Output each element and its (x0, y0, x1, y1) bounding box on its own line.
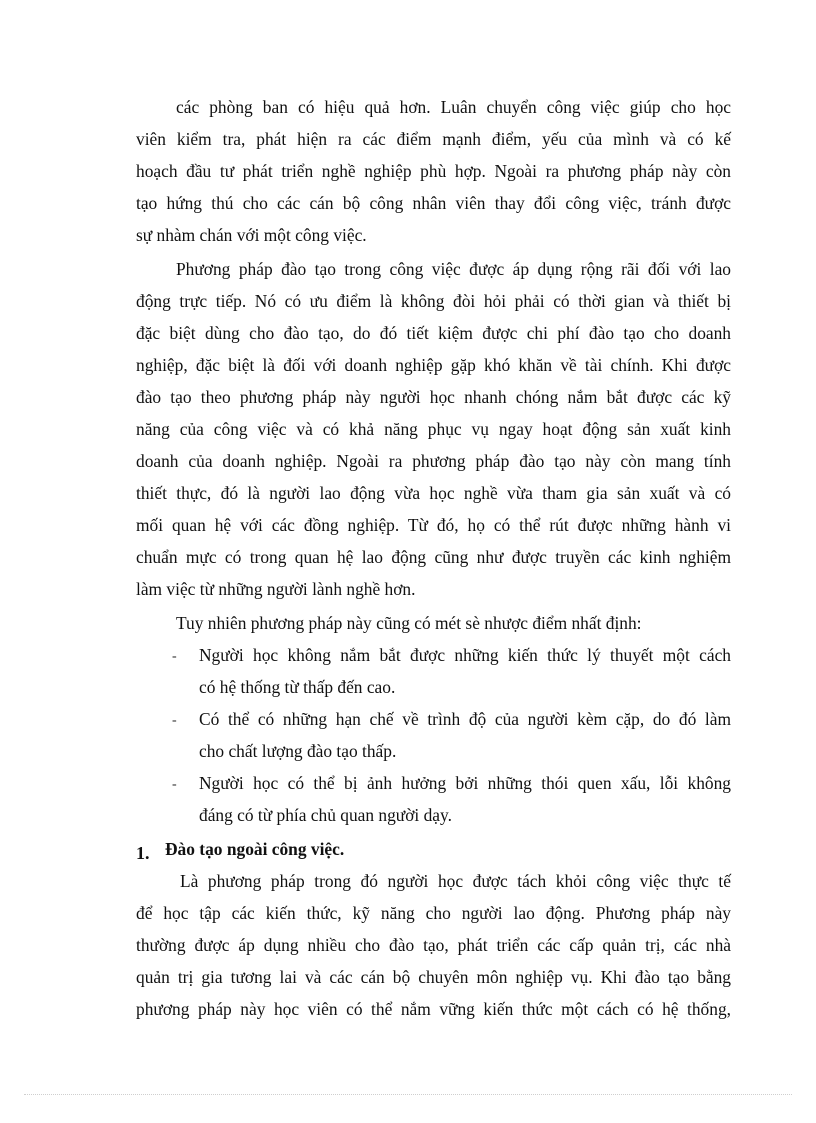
text-line: nghiệp, đặc biệt là đối với doanh nghiệp gặp khó khăn về tài chính. Khi được (136, 355, 731, 375)
text-line: Là phương pháp trong đó người học được tách khỏi công việc thực tế (180, 871, 731, 891)
text-line: Người học có thể bị ảnh hưởng bởi những thói quen xấu, lỗi không (199, 773, 731, 793)
page-bottom-divider (24, 1094, 792, 1095)
text-line: làm việc từ những người lành nghề hơn. (136, 579, 416, 599)
text-line: năng của công việc và có khả năng phục vụ ngay hoạt động sản xuất kinh (136, 419, 731, 439)
text-line: Có thể có những hạn chế về trình độ của người kèm cặp, do đó làm (199, 709, 731, 729)
text-line: các phòng ban có hiệu quả hơn. Luân chuyển công việc giúp cho học (176, 97, 731, 117)
text-line: tạo hứng thú cho các cán bộ công nhân viên thay đổi công việc, tránh được (136, 193, 731, 213)
text-line: có hệ thống từ thấp đến cao. (199, 677, 396, 697)
text-line: động trực tiếp. Nó có ưu điểm là không đòi hỏi phải có thời gian và thiết bị (136, 291, 731, 311)
text-line: viên kiểm tra, phát hiện ra các điểm mạnh điểm, yếu của mình và có kế (136, 129, 731, 149)
text-line: quản trị gia tương lai và các cán bộ chuyên môn nghiệp vụ. Khi đào tạo bằng (136, 967, 731, 987)
text-line: đáng có từ phía chủ quan người dạy. (199, 805, 452, 825)
text-line: đặc biệt dùng cho đào tạo, do đó tiết kiệm được chi phí đào tạo cho doanh (136, 323, 731, 343)
text-line: Phương pháp đào tạo trong công việc được áp dụng rộng rãi đối với lao (176, 259, 731, 279)
text-line: đào tạo theo phương pháp này người học nhanh chóng nắm bắt được các kỹ (136, 387, 731, 407)
text-line: hoạch đầu tư phát triển nghề nghiệp phù hợp. Ngoài ra phương pháp này còn (136, 161, 731, 181)
text-line: sự nhàm chán với một công việc. (136, 225, 367, 245)
text-line: mối quan hệ với các đồng nghiệp. Từ đó, họ có thể rút được những hành vi (136, 515, 731, 535)
dash-marker-icon: - (172, 649, 177, 664)
dash-marker-icon: - (172, 713, 177, 728)
text-line: phương pháp này học viên có thể nắm vững kiến thức một cách có hệ thống, (136, 999, 731, 1019)
dash-marker-icon: - (172, 777, 177, 792)
paragraph-3: Tuy nhiên phương pháp này cũng có mét sè nhược điểm nhất định: (176, 613, 642, 633)
text-line: thiết thực, đó là người lao động vừa học nghề vừa tham gia sản xuất và có (136, 483, 731, 503)
text-line: để học tập các kiến thức, kỹ năng cho người lao động. Phương pháp này (136, 903, 731, 923)
text-line: chuẩn mực có trong quan hệ lao động cũng như được truyền các kinh nghiệm (136, 547, 731, 567)
text-line: thường được áp dụng nhiều cho đào tạo, phát triển các cấp quản trị, các nhà (136, 935, 731, 955)
heading-number: 1. (136, 843, 150, 863)
text-line: cho chất lượng đào tạo thấp. (199, 741, 397, 761)
text-line: doanh của doanh nghiệp. Ngoài ra phương pháp đào tạo này còn mang tính (136, 451, 731, 471)
heading-title: Đào tạo ngoài công việc. (165, 839, 345, 859)
text-line: Người học không nắm bắt được những kiến thức lý thuyết một cách (199, 645, 731, 665)
